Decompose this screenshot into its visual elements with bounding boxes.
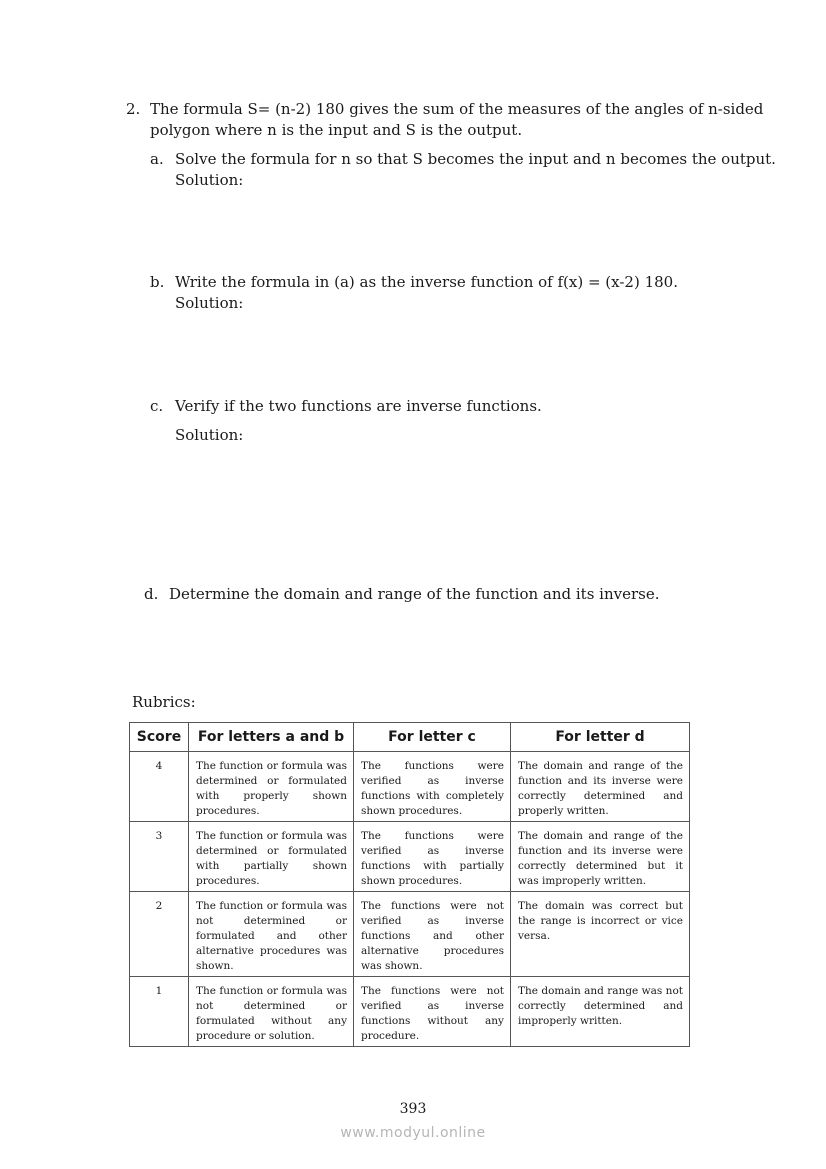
criteria-c-cell: The functions were not verified as inverse functions without any procedure. [354, 977, 511, 1047]
rubrics-label: Rubrics: [132, 693, 196, 711]
part-b-question: Write the formula in (a) as the inverse function of f(x) = (x-2) 180. [175, 273, 678, 291]
part-c-letter: c. [150, 397, 164, 415]
header-letter-d: For letter d [511, 723, 690, 752]
part-a-letter: a. [150, 150, 164, 168]
page-number: 393 [399, 1101, 427, 1117]
criteria-d-cell: The domain and range of the function and its inverse were correctly determined and properly written. [511, 752, 690, 822]
part-b-letter: b. [150, 273, 165, 291]
header-letter-c: For letter c [354, 723, 511, 752]
criteria-ab-cell: The function or formula was not determined or formulated without any procedure or solution. [189, 977, 354, 1047]
problem-text-line-2: polygon where n is the input and S is the output. [150, 121, 523, 139]
problem-text-line-1: The formula S= (n-2) 180 gives the sum of the measures of the angles of n-sided [150, 100, 764, 118]
criteria-c-cell: The functions were verified as inverse functions with completely shown procedures. [354, 752, 511, 822]
rubrics-header-row [130, 723, 690, 752]
table-row [130, 752, 690, 822]
part-c-question: Verify if the two functions are inverse functions. [175, 397, 542, 415]
criteria-c-cell: The functions were verified as inverse functions with partially shown procedures. [354, 822, 511, 892]
table-row [130, 892, 690, 977]
problem-number: 2. [126, 100, 141, 118]
score-cell: 2 [130, 892, 189, 977]
score-cell: 1 [130, 977, 189, 1047]
criteria-ab-cell: The function or formula was not determined or formulated and other alternative procedures was shown. [189, 892, 354, 977]
part-b-solution-label: Solution: [175, 294, 244, 312]
rubrics-table [129, 722, 690, 1047]
score-cell: 3 [130, 822, 189, 892]
table-row [130, 977, 690, 1047]
part-c-solution-label: Solution: [175, 426, 244, 444]
criteria-ab-cell: The function or formula was determined or formulated with properly shown procedures. [189, 752, 354, 822]
score-cell: 4 [130, 752, 189, 822]
website-watermark: www.modyul.online [340, 1125, 486, 1141]
criteria-d-cell: The domain and range of the function and its inverse were correctly determined but it was improperly written. [511, 822, 690, 892]
criteria-ab-cell: The function or formula was determined or formulated with partially shown procedures. [189, 822, 354, 892]
header-letters-a-b: For letters a and b [189, 723, 354, 752]
part-d-letter: d. [144, 585, 159, 603]
criteria-d-cell: The domain was correct but the range is incorrect or vice versa. [511, 892, 690, 977]
part-a-question: Solve the formula for n so that S becomes the input and n becomes the output. [175, 150, 776, 168]
criteria-d-cell: The domain and range was not correctly determined and improperly written. [511, 977, 690, 1047]
table-row [130, 822, 690, 892]
criteria-c-cell: The functions were not verified as inverse functions and other alternative procedures was shown. [354, 892, 511, 977]
part-a-solution-label: Solution: [175, 171, 244, 189]
part-d-question: Determine the domain and range of the function and its inverse. [169, 585, 660, 603]
header-score: Score [130, 723, 189, 752]
